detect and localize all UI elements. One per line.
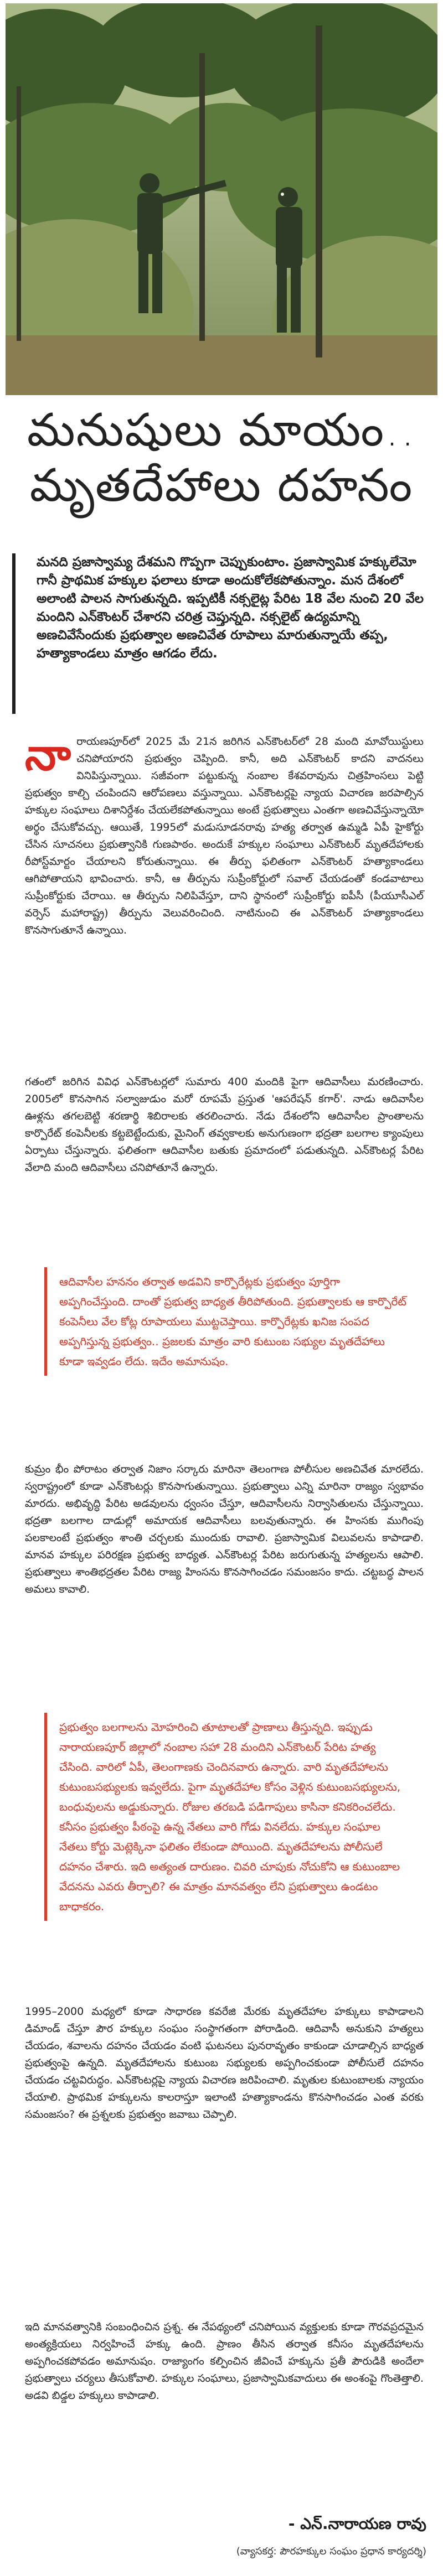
paragraph-4: 1995–2000 మధ్యలో కూడా సాధారణ కవరేజి మేరకు మృతదేహాల హక్కులు కాపాడాలని డిమాండ్ చేస్తూ పౌర హక్కుల సంఘం సంస్థాగతంగా పోరాడింది. ఆదివాసీ అనుకుని హత్యలు చేయడం, శవాలను దహనం చేయడం వంటి ఘటనలు పునరావృతం కాకుండా చూడాల్సిన బాధ్యత ప్రభుత్వంపై ఉన్నది. మృతదేహాలను కుటుంబ సభ్యులకు అప్పగించకుండా పోలీసులే దహనం చేయడం చట్టవిరుద్ధం. ఎన్‌కౌంటర్లపై న్యాయ విచారణ జరిపించాలి. మృతుల కుటుంబాలకు న్యాయం చేయాలి. ప్రాథమిక హక్కులను కాలరాస్తూ ఇలాంటి హత్యాకాండను కొనసాగించడం ఎంత వరకు సమంజసం? ఈ ప్రశ్నలకు ప్రభుత్వం జవాబు చెప్పాలి. [25, 2005, 424, 2121]
headline [17, 403, 426, 514]
pull-quote-1 [44, 1267, 410, 1376]
intro-box [12, 553, 426, 714]
article-photo [6, 3, 437, 395]
headline-line-1: మనుషులు మాయం.. [27, 404, 416, 457]
paragraph-3: కుమ్రం భీం పోరాటం తర్వాత నిజాం సర్కారు మారినా తెలంగాణ పోలీసుల అణచివేత మారలేదు. స్వరాష్ట్రంలో కూడా ఎన్‌కౌంటర్లు కొనసాగుతున్నాయి. ప్రభుత్వాలు ఎన్ని మారినా రాజ్యం స్వభావం మారదు. అభివృద్ధి పేరిట అడవులను ధ్వంసం చేస్తూ, ఆదివాసీలను నిర్వాసితులను చేస్తున్నాయి. భద్రతా బలగాల దాడుల్లో అమాయక ఆదివాసీలు బలవుతున్నారు. ఈ హింసకు ముగింపు పలకాలంటే ప్రభుత్వం శాంతి చర్చలకు ముందుకు రావాలి. ప్రజాస్వామిక విలువలను కాపాడాలి. మానవ హక్కుల పరిరక్షణ ప్రభుత్వ బాధ్యత. ఎన్‌కౌంటర్ల పేరిట జరుగుతున్న హత్యలను ఆపాలి. ప్రభుత్వాలు శాంతిభద్రతల పేరిట రాజ్య హింసను కొనసాగించడం సమంజసం కాదు. చట్టబద్ధ పాలన అమలు కావాలి. [25, 1463, 424, 1595]
paragraph-1-text: రాయణపూర్‌లో 2025 మే 21న జరిగిన ఎన్‌కౌంటర్‌లో 28 మంది మావోయిస్టులు చనిపోయారని ప్రభుత్వం చెప్పింది. కానీ, అది ఎన్‌కౌంటర్ కాదని వాదనలు వినిపిస్తున్నాయి. సజీవంగా పట్టుకున్న నంబాల కేశవరావును చిత్రహింసలు పెట్టి ప్రభుత్వం కాల్చి చంపిందని ఆరోపణలు వస్తున్నాయి. ఎన్‌కౌంటర్లపై న్యాయ విచారణ జరపాల్సిన హక్కుల సంఘాలు దిశానిర్దేశం చేయలేకపోతున్నాయి అంటే ప్రభుత్వాలు ఎంతగా అణచివేస్తున్నాయో అర్థం చేసుకోవచ్చు. ఆయితే, 1995లో మడుసూడనరావు హత్య తర్వాత ఉమ్మడి ఏపీ హైకోర్టు చేసిన సూచనలు ప్రభుత్వానికి గుణపాఠం. అందుకే హక్కుల సంఘాలు ఎన్‌కౌంటర్ మృతదేహాలకు రీపోస్ట్‌మార్టం చేయాలని కోరుతున్నాయి. ఈ తీర్పు ఫలితంగా ఎన్‌కౌంటర్ హత్యాకాండలు ఆగిపోతాయని భావించారు. కానీ, ఆ తీర్పును సుప్రీంకోర్టులో సవాల్ చేయడంతో కండవాటాలు సుప్రీంకోర్టుకు చేరాయి. ఆ తీర్పును నిలిపివేస్తూ, దాని స్థానంలో సుప్రీంకోర్టు ఐపీసీ (పీయూసీఎల్ వర్సెస్ మహారాష్ట్ర) తీర్పును వెలువరించింది. నాటినుంచి ఈ ఎన్‌కౌంటర్ హత్యాకాండలు కొనసాగుతూనే ఉన్నాయి. [25, 735, 424, 936]
paragraph-2: గతంలో జరిగిన వివిధ ఎన్‌కౌంటర్లలో సుమారు 400 మందికి పైగా ఆదివాసీలు మరణించారు. 2005లో కొనసాగిన సల్వాజుడుం మరో రూపమే ప్రస్తుత 'ఆపరేషన్ కగార్'. నాడు ఆదివాసీల ఊళ్లను తగలబెట్టి శరణార్థి శిబిరాలకు తరలించారు. నేడు దేశంలోని ఆదివాసీల ప్రాంతాలను కార్పొరేట్ కంపెనీలకు కట్టబెట్టేందుకు, మైనింగ్ తవ్వకాలకు అనుగుణంగా భద్రతా బలగాల క్యాంపులు ఏర్పాటు చేస్తున్నారు. ఫలితంగా ఆదివాసీల బతుకు ప్రమాదంలో పడుతున్నది. ఎన్‌కౌంటర్ల పేరిట వేలాది మంది ఆదివాసీలు చనిపోతూనే ఉన్నారు. [25, 1076, 424, 1174]
author-note: (వ్యాసకర్త: పౌరహక్కుల సంఘం ప్రధాన కార్యదర్శి) [236, 2546, 426, 2557]
pull-quote-2-text: ప్రభుత్వం బలగాలను మోహరించి తూటాలతో ప్రాణాలు తీస్తున్నది. ఇప్పుడు నారాయణపూర్ జిల్లాలో నంబాల సహా 28 మందిని ఎన్‌కౌంటర్ పేరిట హత్య చేసింది. వారిలో ఏపీ, తెలంగాణకు చెందినవారు ఉన్నారు. వారి మృతదేహాలను కుటుంబసభ్యులకు ఇవ్వలేదు. పైగా మృతదేహాల కోసం వెళ్లిన కుటుంబసభ్యులను, బంధువులను అడ్డుకున్నారు. రోజుల తరబడి పడిగాపులు కాసినా కనికరించలేదు. కనీసం ప్రభుత్వం పీఠంపై ఉన్న నేతలు వారి గోడు వినలేదు. హక్కుల సంఘాల నేతలు కోర్టు మెట్లెక్కినా ఫలితం లేకుండా పోయింది. మృతదేహాలను పోలీసులే దహనం చేశారు. ఇది అత్యంత దారుణం. చివరి చూపుకు నోచుకోని ఆ కుటుంబాల వేదనను ఎవరు తీర్చాలి? ఈ మాత్రం మానవత్వం లేని ప్రభుత్వాలు ఉండటం బాధాకరం. [59, 1720, 401, 1913]
paragraph-1 [25, 729, 424, 939]
forest-soldiers-image [6, 3, 437, 395]
author-signature: - ఎన్.నారాయణ రావు [288, 2515, 426, 2533]
headline-line-2: మృతదేహాలు దహనం [29, 459, 414, 512]
intro-text: మనది ప్రజాస్వామ్య దేశమని గొప్పగా చెప్పుకుంటాం. ప్రజాస్వామిక హక్కులేమో గానీ ప్రాథమిక హక్కుల ఫలాలు కూడా అందుకోలేకపోతున్నాం. మన దేశంలో అలాంటి పాలన సాగుతున్నది. ఇప్పటికీ నక్సలైట్ల పేరిట 18 వేల నుంచి 20 వేల మందిని ఎన్‌కౌంటర్ చేశారని చరిత్ర చెప్తున్నది. నక్సలైట్ ఉద్యమాన్ని అణచివేసేందుకు ప్రభుత్వాల అణచివేత రూపాలు మారుతున్నాయే తప్ప, హత్యాకాండలు మాత్రం ఆగడం లేదు. [37, 555, 424, 661]
pull-quote-2 [44, 1713, 410, 1921]
paragraph-5: ఇది మానవత్వానికి సంబంధించిన ప్రశ్న. ఈ నేపథ్యంలో చనిపోయిన వ్యక్తులకు కూడా గౌరవప్రదమైన అంత్యక్రియలు నిర్వహించే హక్కు ఉంది. ప్రాణం తీసిన తర్వాత కనీసం మృతదేహాలను అప్పగించకపోవడం అమానుషం. రాజ్యాంగం కల్పించిన జీవించే హక్కును ప్రతీ పౌరుడికి అందేలా ప్రభుత్వాలు చర్యలు తీసుకోవాలి. హక్కుల సంఘాలు, ప్రజాస్వామికవాదులు ఈ అంశంపై గొంతెత్తాలి. అడవి బిడ్డల హక్కులు కాపాడాలి. [25, 2321, 424, 2402]
dropcap: నా [25, 729, 71, 780]
pull-quote-1-text: ఆదివాసీల హననం తర్వాత అడవిని కార్పొరేట్లకు ప్రభుత్వం పూర్తిగా అప్పగించేస్తుంది. దాంతో ప్రభుత్వ బాధ్యత తీరిపోతుంది. ప్రభుత్వాలకు ఆ కార్పొరేట్ కంపెనీలు వేల కోట్ల రూపాయలు ముట్టచెప్తాయి. కార్పొరేట్లకు ఖనిజ సంపద అప్పగిస్తున్న ప్రభుత్వం.. ప్రజలకు మాత్రం వారి కుటుంబ సభ్యుల మృతదేహాలు కూడా ఇవ్వడం లేదు. ఇదేం అమానుషం. [59, 1275, 406, 1368]
